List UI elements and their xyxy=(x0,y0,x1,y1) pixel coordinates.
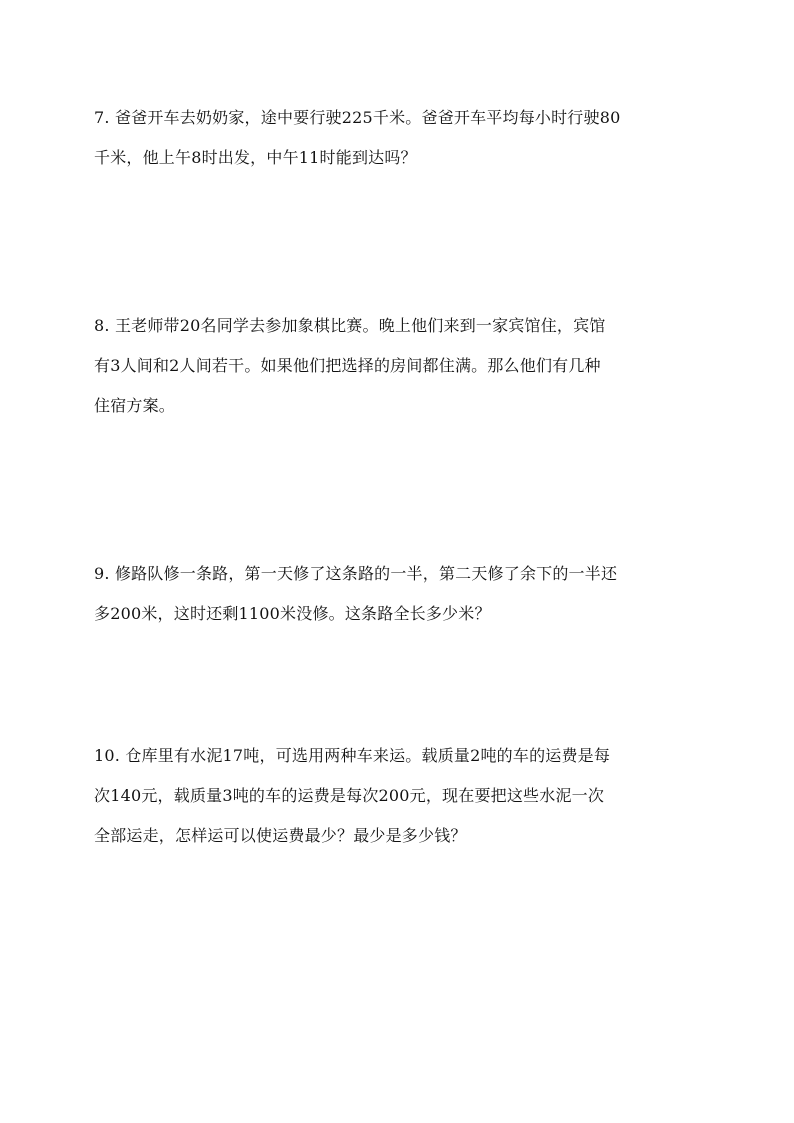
problem-7 xyxy=(94,98,714,178)
problem-9 xyxy=(94,554,714,634)
problem-8-line-1: 8. 王老师带20名同学去参加象棋比赛。晚上他们来到一家宾馆住，宾馆 xyxy=(94,316,606,335)
problem-10 xyxy=(94,736,714,856)
problem-10-line-1: 10. 仓库里有水泥17吨，可选用两种车来运。载质量2吨的车的运费是每 xyxy=(94,746,611,765)
problem-10-line-2: 次140元，载质量3吨的车的运费是每次200元，现在要把这些水泥一次 xyxy=(94,786,605,805)
problem-7-line-2: 千米，他上午8时出发，中午11时能到达吗？ xyxy=(94,148,417,167)
problem-9-line-1: 9. 修路队修一条路，第一天修了这条路的一半，第二天修了余下的一半还 xyxy=(94,564,618,583)
problem-8-line-2: 有3人间和2人间若干。如果他们把选择的房间都住满。那么他们有几种 xyxy=(94,356,601,375)
problem-7-line-1: 7. 爸爸开车去奶奶家，途中要行驶225千米。爸爸开车平均每小时行驶80 xyxy=(94,108,621,127)
problem-10-line-3: 全部运走，怎样运可以使运费最少？最少是多少钱？ xyxy=(94,826,467,845)
problem-9-line-2: 多200米，这时还剩1100米没修。这条路全长多少米？ xyxy=(94,604,491,623)
problem-8-line-3: 住宿方案。 xyxy=(94,396,176,415)
problem-8 xyxy=(94,306,714,426)
